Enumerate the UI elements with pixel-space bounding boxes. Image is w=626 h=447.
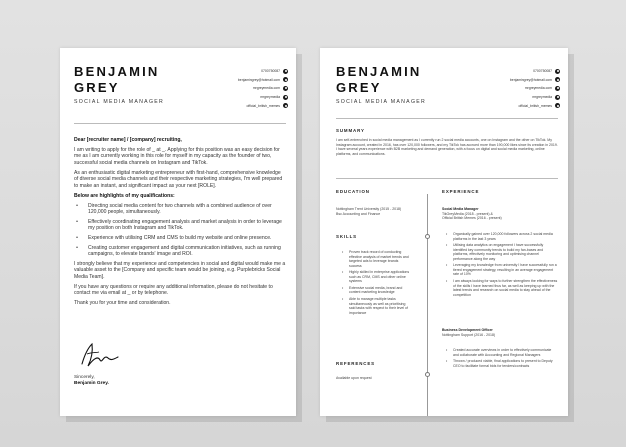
list-item: • Able to manage multiple tasks simultaneously as well as prioritising said tasks with respect to their level of importance	[342, 297, 408, 315]
summary-divider	[336, 178, 558, 179]
education-heading: EDUCATION	[336, 189, 370, 194]
summary-text: I am self-entrenched in social media management as I currently run 2 social media accounts, one on Instagram and the other on TikTok. My Instagram account, created in 2016, has over 120,000 followers, and my TikTok has accrued more than 190,000 likes since its creation in 2019. I have several years experience with B2B marketing and demand generation, with a focus on digital and social media marketing, online platforms, and communications.	[336, 138, 558, 156]
letter-paragraph-3: I strongly believe that my experience and competencies in social and digital would make me a valuable asset to the [Company and specific team would be joining, e.g. Purplebricks Social Media Team].	[74, 261, 286, 280]
header-divider	[336, 118, 558, 119]
job-1-bullets	[446, 232, 558, 299]
closing-text: Sincerely,	[74, 375, 95, 380]
resume-page	[320, 48, 568, 416]
highlight-item: • Experience with utilising CRM and CMS to build my website and online presence.	[76, 235, 272, 242]
contact-instagram[interactable]: official_british_memes	[208, 101, 288, 110]
letter-body	[74, 137, 286, 310]
cover-letter-page	[60, 48, 296, 416]
list-item: • Leveraging my knowledge from university I have successfully run a tiered engagement strategy, resulting in an average engagement rate of 10%	[446, 263, 557, 277]
letter-paragraph-2: As an enthusiastic digital marketing entrepreneur with first-hand, comprehensive knowledge of diverse social media channels and their respective marketing strategies, I'm well prepared to make an instant, and significant impact as your next [ROLE].	[74, 169, 283, 189]
twitter-icon	[555, 95, 560, 100]
letter-greeting: Dear [recruiter name] / [company] recruiting,	[74, 137, 182, 143]
contact-instagram[interactable]: official_british_memes	[480, 101, 560, 110]
instagram-icon	[283, 103, 288, 108]
contact-website[interactable]: mrgreymedia.com	[480, 84, 560, 93]
contact-email[interactable]: benjamingrey@hotmail.com	[208, 76, 288, 85]
name-last: GREY	[74, 80, 120, 95]
contact-phone: 0700750087	[208, 67, 288, 76]
job-2-title: Business Development Officer	[442, 328, 493, 332]
letter-paragraph-4: If you have any questions or require any additional information, please do not hesitate to contact me via email at _ or by telephone.	[74, 283, 273, 297]
list-item: • Highly skilled in enterprise applications such as CRM, CMS and other online systems	[342, 270, 410, 284]
skills-list	[342, 250, 410, 317]
contact-list	[480, 67, 560, 110]
job-2-header: Business Development Officer Nottingham Support (2016 - 2018)	[442, 328, 558, 337]
email-icon	[555, 77, 560, 82]
letter-paragraph-1: I am writing to apply for the role of _ at _. Applying for this position was an easy decision for me as I am currently working in this role for myself in my capacity as the founder of two, successful social media channels on Instagram and TikTok.	[74, 147, 280, 166]
phone-icon	[283, 69, 288, 74]
signature-image	[78, 340, 122, 370]
timeline-line	[427, 194, 428, 416]
education-details: Nottingham Trent University (2015 - 2018) Bsc Accounting and Finance	[336, 207, 402, 216]
list-item: • Utilising data analytics on engagement I have successfully identified key community trends to build my fan-bases and platforms, effectively monitoring and optimising channel performance along the way	[446, 243, 544, 261]
highlights-heading: Below are highlights of my qualifications:	[74, 192, 175, 199]
contact-list	[208, 67, 288, 110]
contact-twitter[interactable]: mrgreymedia	[208, 93, 288, 102]
experience-heading: EXPERIENCE	[442, 189, 480, 194]
job-2-bullets	[446, 348, 558, 370]
highlight-item: • Directing social media content for two channels with a combined audience of over 120,000 people, simultaneously.	[76, 202, 272, 216]
header-divider	[74, 123, 286, 124]
timeline-node	[425, 372, 430, 377]
name-last: GREY	[336, 80, 382, 95]
job-1-title: Social Media Manager	[442, 207, 479, 211]
timeline-node	[425, 234, 430, 239]
list-item: • I am always looking for ways to further strengthen the effectiveness of the skills I have learned thus far, as well as keeping up with the latest trends and research on social media to stay ahead of the competition	[446, 279, 558, 297]
phone-icon	[555, 69, 560, 74]
web-icon	[555, 86, 560, 91]
list-item: • Organically gained over 120,000 followers across 2 social media platforms in the last 3 years	[446, 232, 553, 241]
highlight-item: • Effectively coordinating engagement analysis and market analysis in order to leverage my position on both Instagram and TikTok.	[76, 218, 282, 232]
web-icon	[283, 86, 288, 91]
summary-heading: SUMMARY	[336, 128, 365, 133]
signoff-name: Benjamin Grey.	[74, 381, 109, 386]
references-text: Available upon request	[336, 376, 372, 380]
closing-block	[74, 375, 109, 387]
contact-email[interactable]: benjamingrey@hotmail.com	[480, 76, 560, 85]
instagram-icon	[555, 103, 560, 108]
list-item: • Thrown / produced viable, final applications to present to Deputy CEO to facilitate formal bids for tenders/contracts	[446, 359, 553, 368]
job-1-header: Social Media Manager TikGreyMedia (2018 - present) & Official British Memes (2016 - present)	[442, 207, 558, 221]
references-heading: REFERENCES	[336, 361, 376, 366]
letter-paragraph-5: Thank you for your time and consideration.	[74, 300, 171, 307]
name-first: BENJAMIN	[336, 64, 422, 79]
list-item: • Proven track record of conducting effective analysis of market trends and targeted ads to leverage brands success	[342, 250, 409, 268]
job-role: SOCIAL MEDIA MANAGER	[336, 99, 427, 105]
skills-heading: SKILLS	[336, 234, 358, 239]
name-first: BENJAMIN	[74, 64, 160, 79]
list-item: • Created accurate overviews in order to effectively communicate and collaborate with Accounting and Regional Managers	[446, 348, 552, 357]
contact-twitter[interactable]: mrgreymedia	[480, 93, 560, 102]
job-role: SOCIAL MEDIA MANAGER	[74, 99, 165, 105]
contact-phone: 0700750087	[480, 67, 560, 76]
highlight-item: • Creating customer engagement and digital communication initiatives, such as running campaigns, to elevate brands' image and ROI.	[76, 244, 281, 258]
twitter-icon	[283, 95, 288, 100]
contact-website[interactable]: mrgreymedia.com	[208, 84, 288, 93]
list-item: • Extensive social media, brand and content marketing knowledge	[342, 285, 403, 295]
email-icon	[283, 77, 288, 82]
